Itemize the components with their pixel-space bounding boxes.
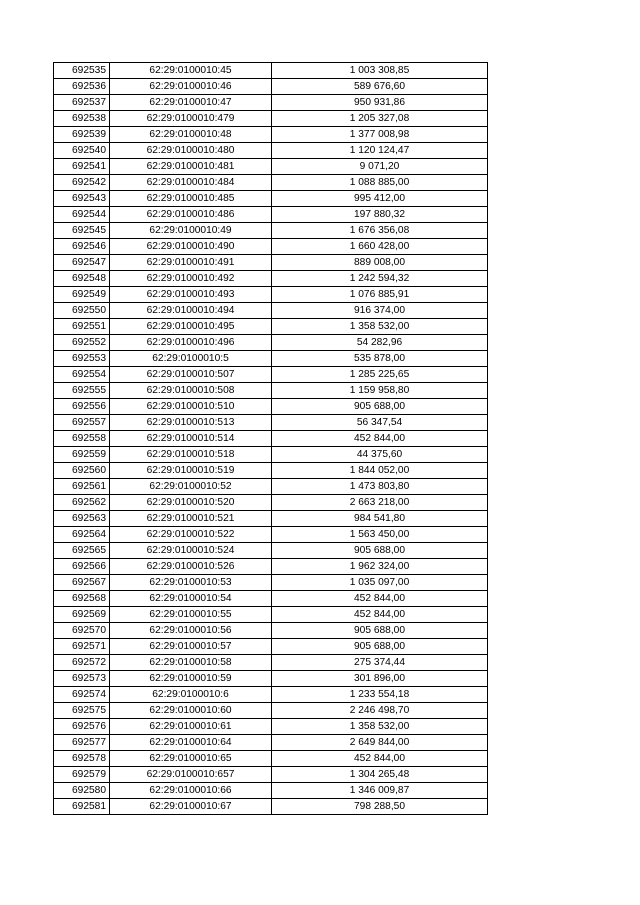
row-number-cell: 692556 xyxy=(54,399,110,415)
cadastral-value-cell: 1 285 225,65 xyxy=(272,367,488,383)
cadastral-value-cell: 452 844,00 xyxy=(272,751,488,767)
row-number-cell: 692578 xyxy=(54,751,110,767)
cadastral-value-cell: 798 288,50 xyxy=(272,799,488,815)
table-row xyxy=(54,495,488,511)
row-number-cell: 692551 xyxy=(54,319,110,335)
cadastral-number-cell: 62:29:0100010:496 xyxy=(110,335,272,351)
cadastral-number-cell: 62:29:0100010:57 xyxy=(110,639,272,655)
cadastral-number-cell: 62:29:0100010:481 xyxy=(110,159,272,175)
table-row xyxy=(54,303,488,319)
table-row xyxy=(54,175,488,191)
cadastral-number-cell: 62:29:0100010:52 xyxy=(110,479,272,495)
cadastral-number-cell: 62:29:0100010:56 xyxy=(110,623,272,639)
cadastral-value-cell: 905 688,00 xyxy=(272,639,488,655)
cadastral-number-cell: 62:29:0100010:514 xyxy=(110,431,272,447)
cadastral-number-cell: 62:29:0100010:522 xyxy=(110,527,272,543)
cadastral-value-cell: 2 246 498,70 xyxy=(272,703,488,719)
table-row xyxy=(54,271,488,287)
cadastral-number-cell: 62:29:0100010:46 xyxy=(110,79,272,95)
table-row xyxy=(54,575,488,591)
row-number-cell: 692560 xyxy=(54,463,110,479)
cadastral-value-cell: 1 233 554,18 xyxy=(272,687,488,703)
cadastral-number-cell: 62:29:0100010:526 xyxy=(110,559,272,575)
cadastral-number-cell: 62:29:0100010:521 xyxy=(110,511,272,527)
cadastral-number-cell: 62:29:0100010:486 xyxy=(110,207,272,223)
cadastral-number-cell: 62:29:0100010:49 xyxy=(110,223,272,239)
cadastral-value-cell: 889 008,00 xyxy=(272,255,488,271)
row-number-cell: 692548 xyxy=(54,271,110,287)
row-number-cell: 692547 xyxy=(54,255,110,271)
cadastral-number-cell: 62:29:0100010:60 xyxy=(110,703,272,719)
row-number-cell: 692575 xyxy=(54,703,110,719)
table-row xyxy=(54,543,488,559)
row-number-cell: 692538 xyxy=(54,111,110,127)
row-number-cell: 692568 xyxy=(54,591,110,607)
row-number-cell: 692545 xyxy=(54,223,110,239)
cadastral-number-cell: 62:29:0100010:657 xyxy=(110,767,272,783)
cadastral-number-cell: 62:29:0100010:48 xyxy=(110,127,272,143)
cadastral-value-cell: 905 688,00 xyxy=(272,543,488,559)
table-row xyxy=(54,191,488,207)
row-number-cell: 692553 xyxy=(54,351,110,367)
cadastral-value-cell: 1 358 532,00 xyxy=(272,719,488,735)
row-number-cell: 692565 xyxy=(54,543,110,559)
cadastral-number-cell: 62:29:0100010:54 xyxy=(110,591,272,607)
cadastral-value-cell: 1 003 308,85 xyxy=(272,63,488,79)
row-number-cell: 692573 xyxy=(54,671,110,687)
cadastral-value-table xyxy=(53,62,488,815)
cadastral-value-cell: 1 088 885,00 xyxy=(272,175,488,191)
cadastral-value-cell: 1 844 052,00 xyxy=(272,463,488,479)
cadastral-number-cell: 62:29:0100010:490 xyxy=(110,239,272,255)
row-number-cell: 692539 xyxy=(54,127,110,143)
cadastral-value-cell: 984 541,80 xyxy=(272,511,488,527)
cadastral-value-cell: 1 304 265,48 xyxy=(272,767,488,783)
cadastral-value-cell: 1 358 532,00 xyxy=(272,319,488,335)
row-number-cell: 692541 xyxy=(54,159,110,175)
cadastral-value-cell: 54 282,96 xyxy=(272,335,488,351)
row-number-cell: 692562 xyxy=(54,495,110,511)
table-row xyxy=(54,735,488,751)
table-row xyxy=(54,207,488,223)
table-row xyxy=(54,751,488,767)
cadastral-number-cell: 62:29:0100010:484 xyxy=(110,175,272,191)
cadastral-value-cell: 452 844,00 xyxy=(272,607,488,623)
cadastral-number-cell: 62:29:0100010:518 xyxy=(110,447,272,463)
cadastral-value-cell: 1 676 356,08 xyxy=(272,223,488,239)
table-row xyxy=(54,399,488,415)
cadastral-number-cell: 62:29:0100010:520 xyxy=(110,495,272,511)
cadastral-value-cell: 9 071,20 xyxy=(272,159,488,175)
table-row xyxy=(54,415,488,431)
cadastral-number-cell: 62:29:0100010:5 xyxy=(110,351,272,367)
cadastral-number-cell: 62:29:0100010:47 xyxy=(110,95,272,111)
table-row xyxy=(54,623,488,639)
cadastral-value-cell: 950 931,86 xyxy=(272,95,488,111)
row-number-cell: 692576 xyxy=(54,719,110,735)
table-row xyxy=(54,479,488,495)
row-number-cell: 692543 xyxy=(54,191,110,207)
row-number-cell: 692558 xyxy=(54,431,110,447)
table-row xyxy=(54,447,488,463)
cadastral-value-cell: 1 377 008,98 xyxy=(272,127,488,143)
table-row xyxy=(54,639,488,655)
cadastral-number-cell: 62:29:0100010:59 xyxy=(110,671,272,687)
cadastral-value-cell: 56 347,54 xyxy=(272,415,488,431)
cadastral-value-cell: 905 688,00 xyxy=(272,399,488,415)
cadastral-number-cell: 62:29:0100010:53 xyxy=(110,575,272,591)
table-row xyxy=(54,127,488,143)
table-row xyxy=(54,79,488,95)
cadastral-number-cell: 62:29:0100010:513 xyxy=(110,415,272,431)
cadastral-value-cell: 1 346 009,87 xyxy=(272,783,488,799)
row-number-cell: 692537 xyxy=(54,95,110,111)
cadastral-number-cell: 62:29:0100010:491 xyxy=(110,255,272,271)
cadastral-value-cell: 1 035 097,00 xyxy=(272,575,488,591)
cadastral-value-cell: 905 688,00 xyxy=(272,623,488,639)
row-number-cell: 692535 xyxy=(54,63,110,79)
cadastral-number-cell: 62:29:0100010:492 xyxy=(110,271,272,287)
table-row xyxy=(54,559,488,575)
cadastral-value-cell: 275 374,44 xyxy=(272,655,488,671)
row-number-cell: 692577 xyxy=(54,735,110,751)
cadastral-number-cell: 62:29:0100010:485 xyxy=(110,191,272,207)
cadastral-value-cell: 1 660 428,00 xyxy=(272,239,488,255)
cadastral-number-cell: 62:29:0100010:519 xyxy=(110,463,272,479)
cadastral-number-cell: 62:29:0100010:65 xyxy=(110,751,272,767)
table-row xyxy=(54,799,488,815)
row-number-cell: 692563 xyxy=(54,511,110,527)
cadastral-value-cell: 2 649 844,00 xyxy=(272,735,488,751)
cadastral-number-cell: 62:29:0100010:480 xyxy=(110,143,272,159)
table-row xyxy=(54,143,488,159)
table-row xyxy=(54,655,488,671)
cadastral-value-cell: 1 473 803,80 xyxy=(272,479,488,495)
cadastral-number-cell: 62:29:0100010:67 xyxy=(110,799,272,815)
cadastral-value-cell: 197 880,32 xyxy=(272,207,488,223)
cadastral-number-cell: 62:29:0100010:494 xyxy=(110,303,272,319)
row-number-cell: 692542 xyxy=(54,175,110,191)
row-number-cell: 692549 xyxy=(54,287,110,303)
table-row xyxy=(54,255,488,271)
cadastral-number-cell: 62:29:0100010:479 xyxy=(110,111,272,127)
cadastral-number-cell: 62:29:0100010:508 xyxy=(110,383,272,399)
row-number-cell: 692555 xyxy=(54,383,110,399)
cadastral-value-cell: 1 962 324,00 xyxy=(272,559,488,575)
cadastral-value-cell: 589 676,60 xyxy=(272,79,488,95)
table-row xyxy=(54,511,488,527)
row-number-cell: 692579 xyxy=(54,767,110,783)
table-row xyxy=(54,239,488,255)
row-number-cell: 692581 xyxy=(54,799,110,815)
table-row xyxy=(54,319,488,335)
row-number-cell: 692554 xyxy=(54,367,110,383)
row-number-cell: 692567 xyxy=(54,575,110,591)
cadastral-number-cell: 62:29:0100010:45 xyxy=(110,63,272,79)
table-row xyxy=(54,111,488,127)
table-row xyxy=(54,463,488,479)
cadastral-value-cell: 301 896,00 xyxy=(272,671,488,687)
cadastral-value-cell: 995 412,00 xyxy=(272,191,488,207)
table-row xyxy=(54,607,488,623)
table-row xyxy=(54,367,488,383)
cadastral-number-cell: 62:29:0100010:507 xyxy=(110,367,272,383)
cadastral-value-cell: 1 159 958,80 xyxy=(272,383,488,399)
table-row xyxy=(54,687,488,703)
table-body xyxy=(54,63,488,815)
row-number-cell: 692566 xyxy=(54,559,110,575)
table-row xyxy=(54,287,488,303)
table-row xyxy=(54,703,488,719)
row-number-cell: 692571 xyxy=(54,639,110,655)
row-number-cell: 692540 xyxy=(54,143,110,159)
cadastral-value-cell: 44 375,60 xyxy=(272,447,488,463)
cadastral-number-cell: 62:29:0100010:6 xyxy=(110,687,272,703)
row-number-cell: 692559 xyxy=(54,447,110,463)
table-row xyxy=(54,783,488,799)
table-row xyxy=(54,719,488,735)
cadastral-number-cell: 62:29:0100010:510 xyxy=(110,399,272,415)
table-row xyxy=(54,95,488,111)
table-row xyxy=(54,671,488,687)
row-number-cell: 692550 xyxy=(54,303,110,319)
table-row xyxy=(54,383,488,399)
table-row xyxy=(54,767,488,783)
table-row xyxy=(54,335,488,351)
cadastral-value-cell: 535 878,00 xyxy=(272,351,488,367)
row-number-cell: 692569 xyxy=(54,607,110,623)
table-row xyxy=(54,63,488,79)
cadastral-number-cell: 62:29:0100010:55 xyxy=(110,607,272,623)
cadastral-value-cell: 1 205 327,08 xyxy=(272,111,488,127)
cadastral-value-cell: 1 076 885,91 xyxy=(272,287,488,303)
cadastral-number-cell: 62:29:0100010:61 xyxy=(110,719,272,735)
cadastral-value-cell: 916 374,00 xyxy=(272,303,488,319)
row-number-cell: 692561 xyxy=(54,479,110,495)
cadastral-value-cell: 452 844,00 xyxy=(272,591,488,607)
cadastral-number-cell: 62:29:0100010:495 xyxy=(110,319,272,335)
row-number-cell: 692544 xyxy=(54,207,110,223)
table-row xyxy=(54,351,488,367)
table-row xyxy=(54,591,488,607)
row-number-cell: 692557 xyxy=(54,415,110,431)
cadastral-number-cell: 62:29:0100010:58 xyxy=(110,655,272,671)
table-row xyxy=(54,223,488,239)
cadastral-number-cell: 62:29:0100010:493 xyxy=(110,287,272,303)
cadastral-value-cell: 2 663 218,00 xyxy=(272,495,488,511)
table-row xyxy=(54,527,488,543)
cadastral-number-cell: 62:29:0100010:66 xyxy=(110,783,272,799)
row-number-cell: 692536 xyxy=(54,79,110,95)
table-row xyxy=(54,159,488,175)
row-number-cell: 692574 xyxy=(54,687,110,703)
row-number-cell: 692580 xyxy=(54,783,110,799)
row-number-cell: 692564 xyxy=(54,527,110,543)
row-number-cell: 692570 xyxy=(54,623,110,639)
cadastral-value-cell: 1 120 124,47 xyxy=(272,143,488,159)
row-number-cell: 692552 xyxy=(54,335,110,351)
cadastral-number-cell: 62:29:0100010:524 xyxy=(110,543,272,559)
cadastral-number-cell: 62:29:0100010:64 xyxy=(110,735,272,751)
cadastral-value-cell: 1 563 450,00 xyxy=(272,527,488,543)
row-number-cell: 692572 xyxy=(54,655,110,671)
cadastral-value-cell: 452 844,00 xyxy=(272,431,488,447)
table-row xyxy=(54,431,488,447)
cadastral-value-cell: 1 242 594,32 xyxy=(272,271,488,287)
row-number-cell: 692546 xyxy=(54,239,110,255)
